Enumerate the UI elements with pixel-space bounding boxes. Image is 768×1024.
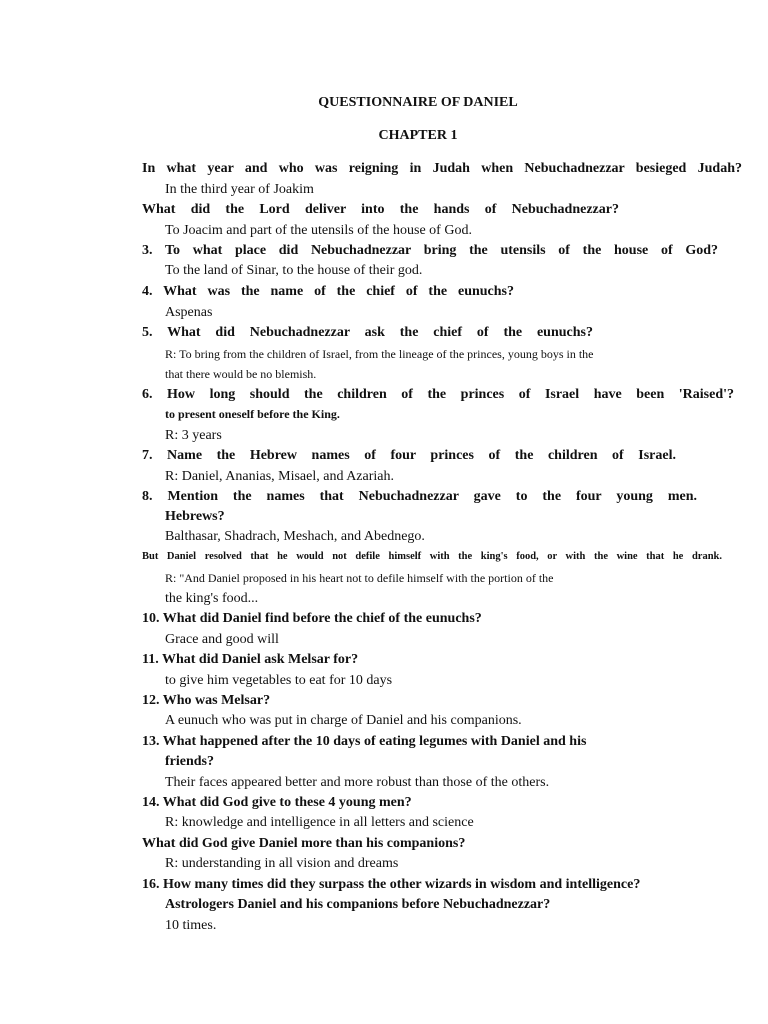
document-title: QUESTIONNAIRE OF DANIEL (318, 95, 518, 110)
question-line: 14. What did God give to these 4 young men? (142, 795, 412, 810)
answer-line: R: 3 years (165, 428, 222, 443)
answer-line: 10 times. (165, 918, 217, 933)
question-line-continued: friends? (165, 754, 214, 769)
question-line-continued: to present oneself before the King. (165, 407, 340, 421)
answer-line: To the land of Sinar, to the house of their god. (165, 263, 423, 278)
answer-line: Their faces appeared better and more robust than those of the others. (165, 775, 550, 790)
answer-line: Grace and good will (165, 632, 279, 647)
chapter-heading: CHAPTER 1 (378, 128, 458, 143)
answer-line: R: knowledge and intelligence in all letters and science (165, 815, 474, 830)
question-line: What did the Lord deliver into the hands of Nebuchadnezzar? (142, 202, 619, 217)
answer-line: that there would be no blemish. (165, 367, 317, 381)
question-line: 3. To what place did Nebuchadnezzar bring the utensils of the house of God? (142, 243, 718, 258)
question-line: 10. What did Daniel find before the chief of the eunuchs? (142, 611, 482, 626)
question-line: 13. What happened after the 10 days of eating legumes with Daniel and his (142, 734, 587, 749)
question-line: In what year and who was reigning in Judah when Nebuchadnezzar besieged Judah? (142, 161, 742, 176)
answer-line: R: To bring from the children of Israel, from the lineage of the princes, young boys in the (165, 347, 594, 361)
answer-line: the king's food... (165, 591, 259, 606)
question-line-continued: Hebrews? (165, 509, 225, 524)
question-line-continued: Astrologers Daniel and his companions before Nebuchadnezzar? (165, 897, 551, 912)
answer-line: Aspenas (165, 305, 213, 320)
answer-line: R: Daniel, Ananias, Misael, and Azariah. (165, 469, 394, 484)
answer-line: R: "And Daniel proposed in his heart not to defile himself with the portion of the (165, 571, 554, 585)
question-line: 8. Mention the names that Nebuchadnezzar gave to the four young men. (142, 489, 697, 504)
question-line: 16. How many times did they surpass the other wizards in wisdom and intelligence? (142, 877, 641, 892)
question-line: 5. What did Nebuchadnezzar ask the chief of the eunuchs? (142, 325, 593, 340)
answer-line: In the third year of Joakim (165, 182, 314, 197)
question-line: 12. Who was Melsar? (142, 693, 271, 708)
question-line: 6. How long should the children of the princes of Israel have been 'Raised'? (142, 387, 734, 402)
question-line: 4. What was the name of the chief of the eunuchs? (142, 284, 514, 299)
question-line: 7. Name the Hebrew names of four princes of the children of Israel. (142, 448, 676, 463)
answer-line: R: understanding in all vision and dreams (165, 856, 399, 871)
answer-line: To Joacim and part of the utensils of the house of God. (165, 223, 472, 238)
answer-line: A eunuch who was put in charge of Daniel and his companions. (165, 713, 522, 728)
answer-line: to give him vegetables to eat for 10 days (165, 673, 393, 688)
answer-line: Balthasar, Shadrach, Meshach, and Abednego. (165, 529, 425, 544)
question-line: What did God give Daniel more than his companions? (142, 836, 466, 851)
question-line: 11. What did Daniel ask Melsar for? (142, 652, 359, 667)
question-line: But Daniel resolved that he would not defile himself with the king's food, or with the wine that he drank. (142, 551, 722, 562)
